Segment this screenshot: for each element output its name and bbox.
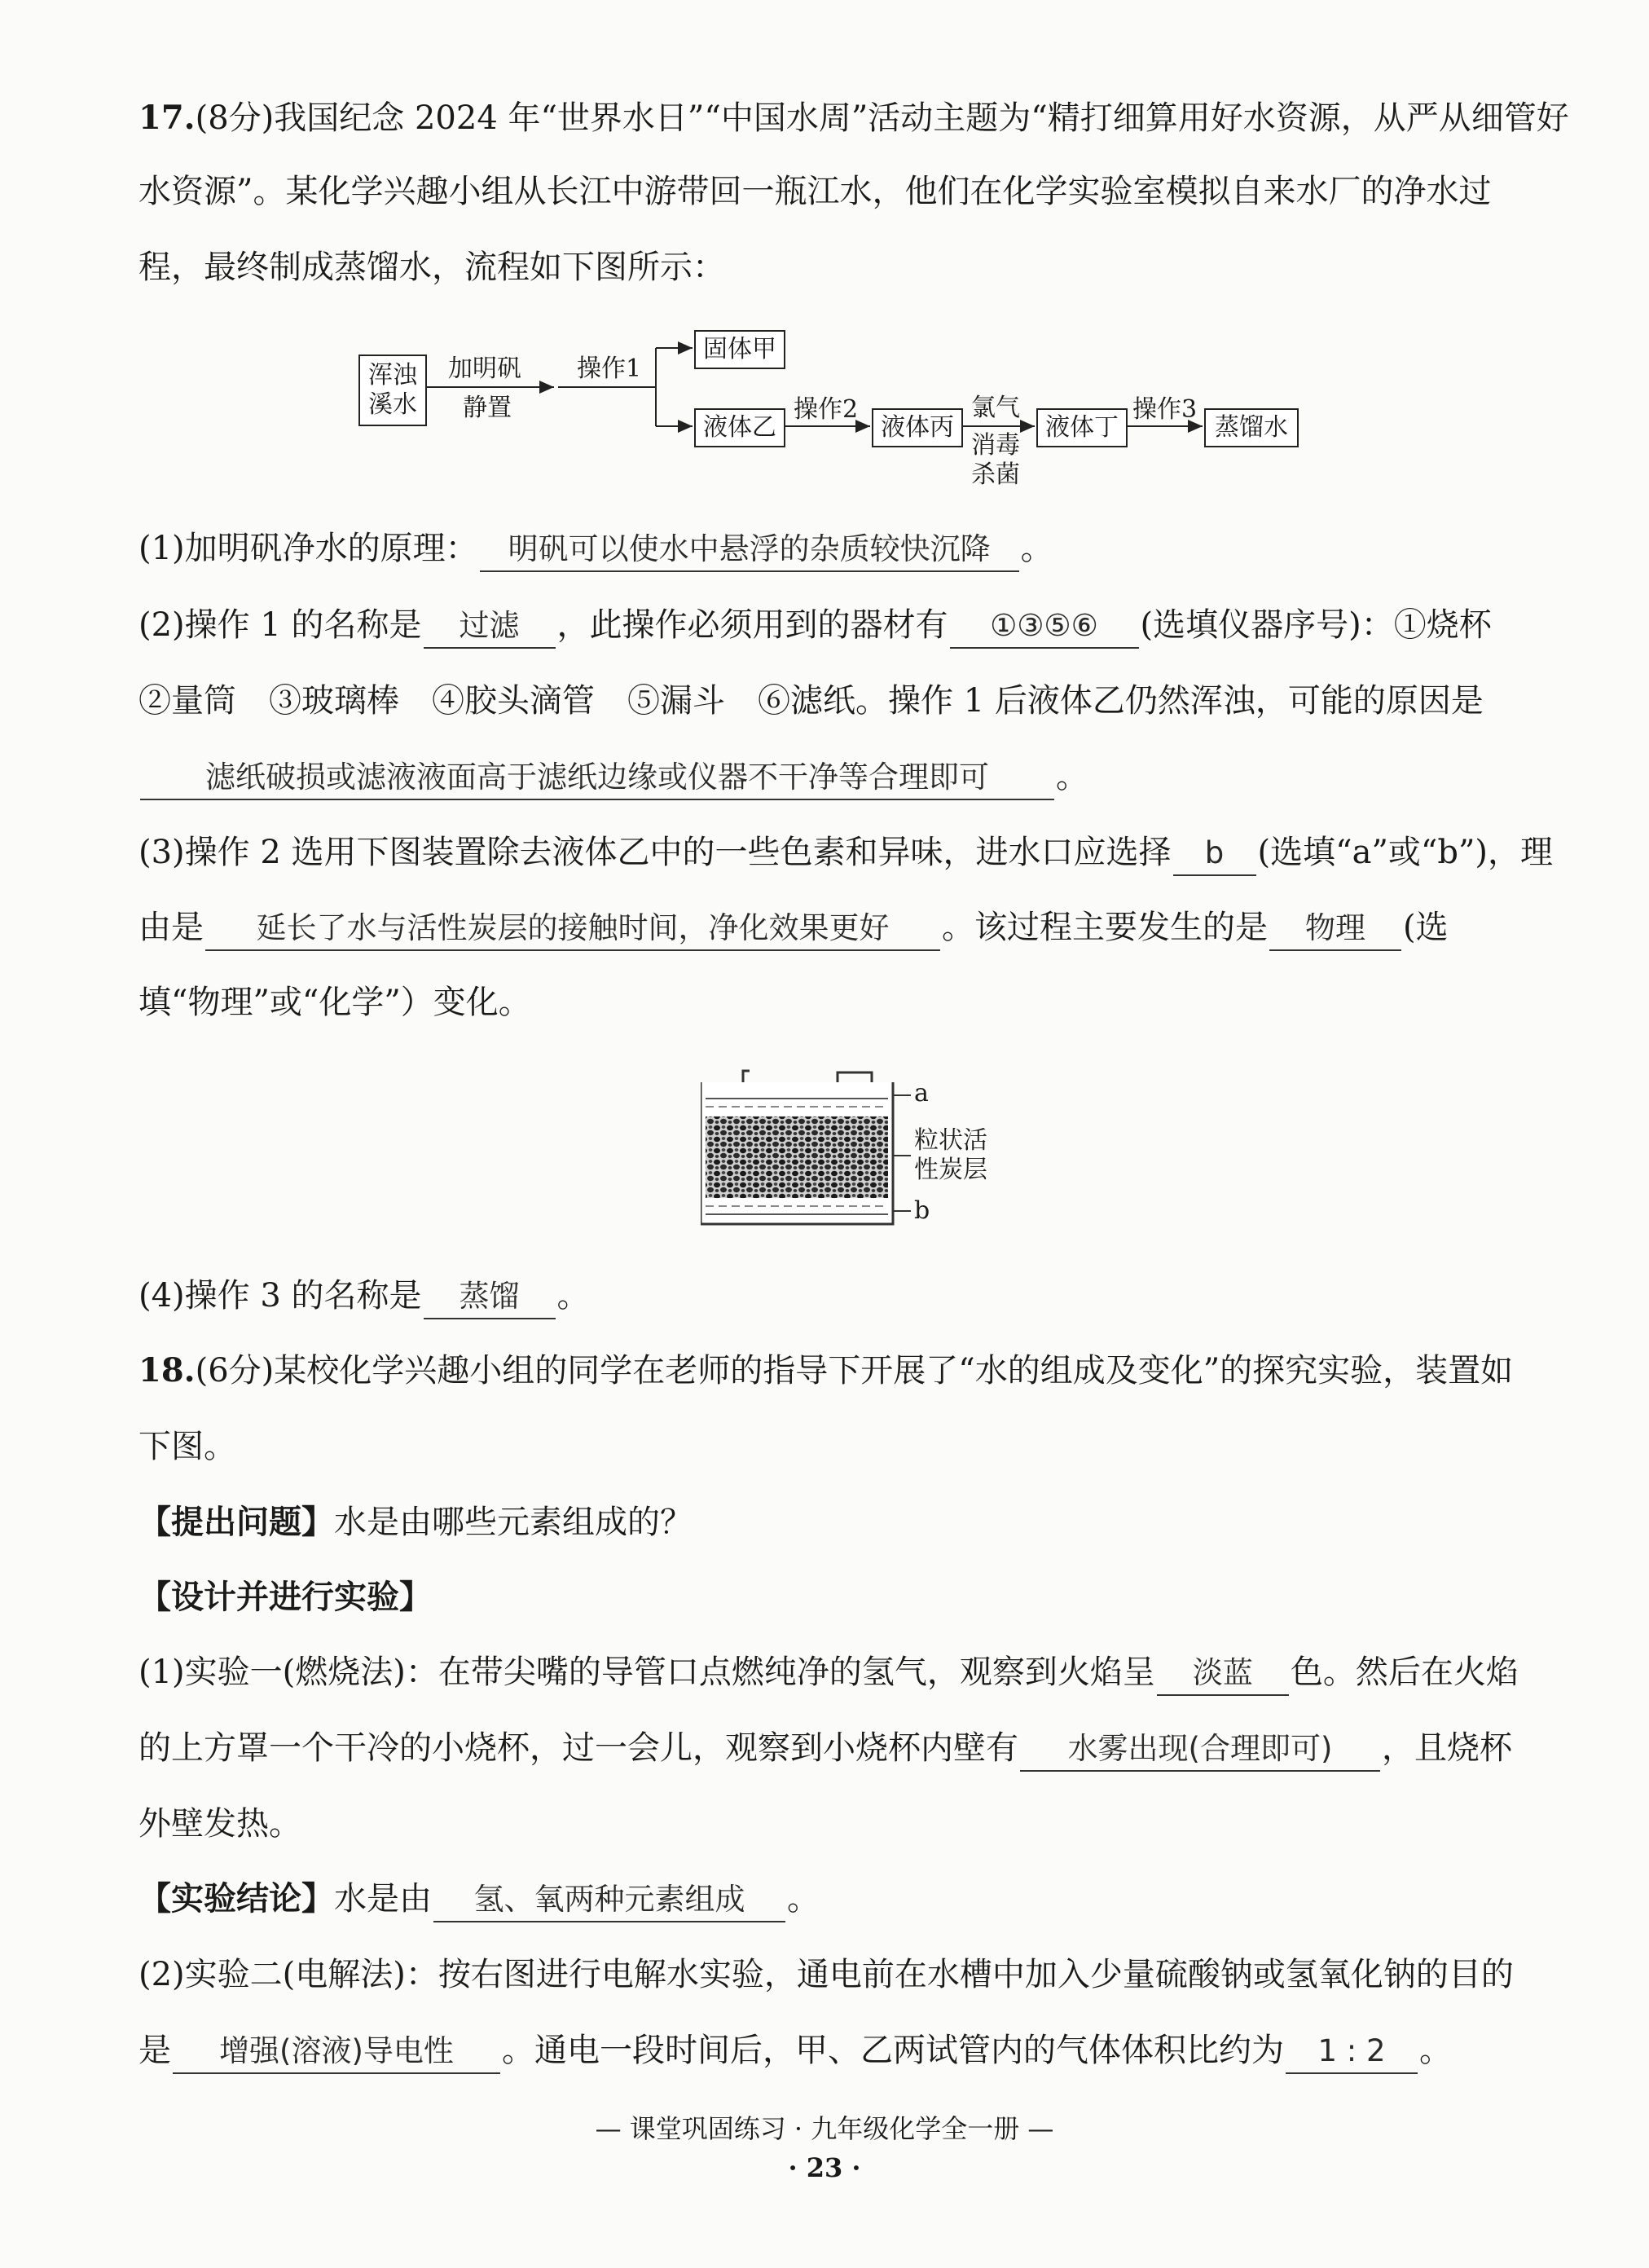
q18-number: 18.: [139, 1351, 196, 1389]
q17-p1-prefix: (1)加明矾净水的原理：: [139, 530, 478, 567]
q18-exp1-line-2: [139, 1724, 1527, 1773]
q18-e1-line3: 外壁发热。: [139, 1805, 301, 1843]
q17-p4-suffix: 。: [556, 1277, 590, 1315]
design-experiment-tag: 【设计并进行实验】: [139, 1578, 432, 1616]
q17-part-2-line-2: [139, 676, 1527, 725]
q18-line-1: [139, 1346, 1527, 1395]
q17-p2-answer-operation: 过滤: [424, 605, 556, 649]
disinfect-label-2: 杀菌: [971, 460, 1020, 489]
q18-e2-suffix: 。: [1419, 2032, 1452, 2069]
q17-line-3: [139, 243, 1527, 292]
conclusion-answer: 氢、氧两种元素组成: [433, 1878, 785, 1922]
q17-p2-prefix: (2)操作 1 的名称是: [139, 606, 422, 644]
ask-question-tag: 【提出问题】: [139, 1503, 334, 1541]
solid-a-box: 固体甲: [694, 330, 785, 369]
q17-text-3: 程，最终制成蒸馏水，流程如下图所示：: [139, 249, 725, 286]
q17-part-3-line-3: [139, 978, 1527, 1027]
distilled-water-box: 蒸馏水: [1204, 408, 1299, 447]
q18-exp1-line-3: [139, 1799, 1527, 1848]
q17-p2-options: ②量筒 ③玻璃棒 ④胶头滴管 ⑤漏斗 ⑥滤纸。操作 1 后液体乙仍然浑浊，可能的原因是: [139, 682, 1484, 720]
q17-p4-answer: 蒸馏: [424, 1275, 556, 1319]
q17-p3-line3: 填“物理”或“化学”）变化。: [139, 984, 531, 1021]
q17-p2-answer-reason: 滤纸破损或滤液液面高于滤纸边缘或仪器不干净等合理即可: [140, 756, 1054, 800]
q17-text-1: (8分)我国纪念 2024 年“世界水日”“中国水周”活动主题为“精打细算用好水资源，从严从细管好: [195, 99, 1569, 137]
q17-p3-answer-inlet: b: [1173, 832, 1256, 876]
q18-exp2-line-1: [139, 1950, 1527, 1999]
turbid-water-box: [358, 355, 427, 426]
q17-p3-answer-change: 物理: [1269, 907, 1401, 951]
q17-p3-reason-prefix: 由是: [139, 909, 204, 946]
q17-p3-prefix: (3)操作 2 选用下图装置除去液体乙中的一些色素和异味，进水口应选择: [139, 834, 1172, 871]
q18-exp1-line-1: [139, 1648, 1527, 1697]
q17-part-1: [139, 524, 1527, 573]
q18-e1-answer-color: 淡蓝: [1157, 1652, 1289, 1696]
q18-e1-line2-suffix: ，且烧杯: [1382, 1729, 1512, 1767]
chlorine-label: 氯气: [971, 394, 1020, 422]
conclusion-prefix: 水是由: [334, 1880, 432, 1918]
q17-part-4: [139, 1271, 1527, 1320]
q18-ask: [139, 1498, 1527, 1547]
q18-e2-line1: (2)实验二(电解法)：按右图进行电解水实验，通电前在水槽中加入少量硫酸钠或氢氧化钠的目的: [139, 1956, 1514, 1993]
q17-part-2-line-3: [139, 752, 1527, 801]
carbon-layer-label-2: 性炭层: [914, 1156, 987, 1184]
q17-p3-line2-suffix: (选: [1403, 909, 1449, 946]
ask-question-text: 水是由哪些元素组成的？: [334, 1504, 693, 1541]
q17-line-1: [139, 94, 1569, 143]
q17-p2-suffix: (选填仪器序号)：①烧杯: [1140, 606, 1492, 644]
q18-e1-line2-prefix: 的上方罩一个干冷的小烧杯，过一会儿，观察到小烧杯内壁有: [139, 1729, 1018, 1767]
q17-line-2: [139, 167, 1527, 216]
q18-text-1: (6分)某校化学兴趣小组的同学在老师的指导下开展了“水的组成及变化”的探究实验，装置如: [195, 1352, 1514, 1389]
operation-3-label: 操作3: [1132, 395, 1198, 424]
q17-p1-suffix: 。: [1020, 530, 1053, 567]
water-purification-flow-diagram: [358, 330, 1304, 493]
q17-p1-answer: 明矾可以使水中悬浮的杂质较快沉降: [480, 528, 1019, 572]
q17-text-2: 水资源”。某化学兴趣小组从长江中游带回一瓶江水，他们在化学实验室模拟自来水厂的净水过: [139, 173, 1492, 210]
q17-number: 17.: [139, 99, 196, 137]
inlet-b-label: b: [914, 1196, 930, 1225]
liquid-d-box: 液体丁: [1036, 408, 1128, 447]
q18-e2-mid: 。通电一段时间后，甲、乙两试管内的气体体积比约为: [502, 2032, 1284, 2069]
add-alum-label: 加明矾: [448, 355, 521, 383]
operation-2-label: 操作2: [794, 395, 859, 424]
q17-p2-mid: ，此操作必须用到的器材有: [556, 606, 948, 644]
q17-p2-answer-equipment: ①③⑤⑥: [950, 605, 1139, 649]
q17-p3-answer-reason: 延长了水与活性炭层的接触时间，净化效果更好: [205, 907, 940, 951]
q17-p4-prefix: (4)操作 3 的名称是: [139, 1277, 422, 1315]
q17-part-2-line-1: [139, 601, 1527, 650]
settle-label: 静置: [463, 394, 512, 422]
q18-text-2: 下图。: [139, 1428, 236, 1465]
q17-p2-end: 。: [1056, 758, 1088, 795]
conclusion-tag: 【实验结论】: [139, 1879, 334, 1918]
conclusion-suffix: 。: [787, 1880, 820, 1918]
turbid-water-label-1: 浑浊: [368, 361, 417, 390]
q17-part-3-line-1: [139, 828, 1554, 877]
q18-exp2-line-2: [139, 2026, 1527, 2075]
inlet-a-label: a: [914, 1079, 929, 1108]
q18-e2-prefix: 是: [139, 2032, 171, 2069]
disinfect-label-1: 消毒: [971, 431, 1020, 460]
q18-line-2: [139, 1422, 1527, 1471]
operation-1-label: 操作1: [577, 355, 642, 383]
page-number: · 23 ·: [788, 2152, 861, 2183]
q18-e1-answer-observation: 水雾出现(合理即可): [1020, 1728, 1380, 1772]
q17-p3-mid: 。该过程主要发生的是: [942, 909, 1268, 946]
q18-design: [139, 1573, 1527, 1622]
q17-p3-suffix: (选填“a”或“b”)，理: [1257, 834, 1554, 871]
turbid-water-label-2: 溪水: [368, 390, 417, 419]
liquid-b-box: 液体乙: [694, 408, 785, 447]
carbon-layer-label-1: 粒状活: [914, 1126, 987, 1155]
q17-part-3-line-2: [139, 903, 1527, 952]
q18-e1-suffix: 色。然后在火焰: [1290, 1654, 1519, 1691]
q18-e2-answer-purpose: 增强(溶液)导电性: [173, 2030, 500, 2074]
q18-conclusion: [139, 1874, 1527, 1923]
q18-e1-prefix: (1)实验一(燃烧法)：在带尖嘴的导管口点燃纯净的氢气，观察到火焰呈: [139, 1654, 1155, 1691]
footer-book-title: — 课堂巩固练习 · 九年级化学全一册 —: [595, 2113, 1054, 2144]
activated-carbon-filter-figure: [701, 1068, 1010, 1231]
q18-e2-answer-ratio: 1 : 2: [1286, 2030, 1418, 2074]
liquid-c-box: 液体丙: [872, 408, 963, 447]
